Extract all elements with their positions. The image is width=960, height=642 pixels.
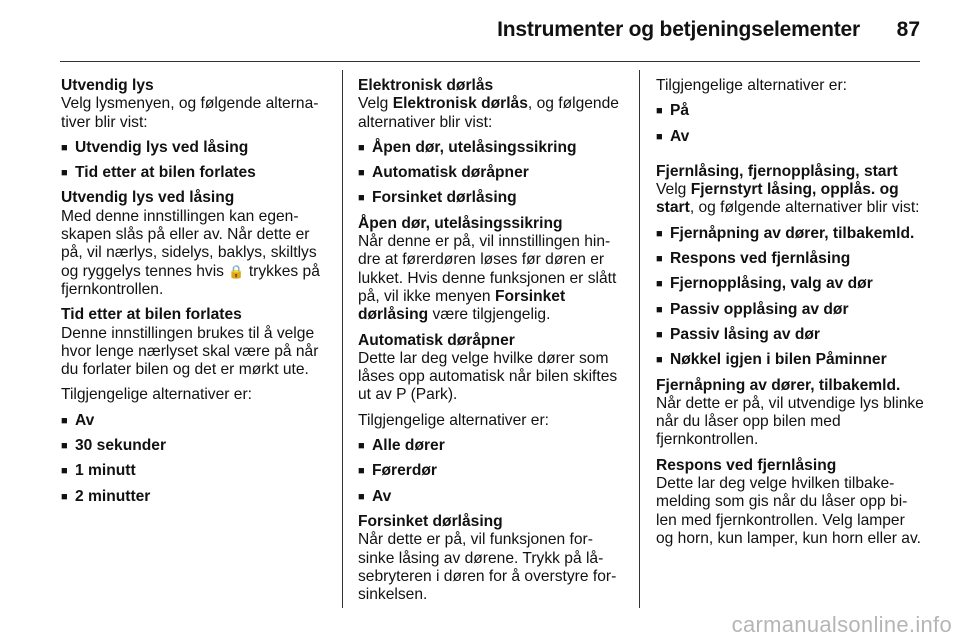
bullet-icon: ■ xyxy=(358,440,365,453)
section-text: Denne innstillingen brukes til å velge hvor lenge nærlyset skal være på når du forlater bilen og det er mørkt ute. xyxy=(61,324,319,379)
column-divider xyxy=(342,70,343,608)
bullet-icon: ■ xyxy=(656,105,663,118)
bullet-icon: ■ xyxy=(61,414,68,427)
bullet-icon: ■ xyxy=(61,465,68,478)
option-label: Av xyxy=(75,411,95,429)
page-number: 87 xyxy=(896,18,920,41)
section-heading: Automatisk døråpner xyxy=(358,331,515,349)
option-item xyxy=(61,164,331,183)
option-item xyxy=(656,128,926,147)
bullet-icon: ■ xyxy=(656,328,663,341)
column-2 xyxy=(358,77,628,611)
option-label: 30 sekunder xyxy=(75,437,167,455)
option-label: Respons ved fjernlåsing xyxy=(670,250,851,268)
bullet-icon: ■ xyxy=(656,253,663,266)
option-label: Alle dører xyxy=(372,437,445,455)
option-item xyxy=(61,412,331,431)
lock-icon: 🔒 xyxy=(228,263,245,279)
option-label: Forsinket dørlåsing xyxy=(372,189,517,207)
options-intro: Tilgjengelige alternativer er: xyxy=(656,77,847,94)
bullet-icon: ■ xyxy=(656,130,663,143)
option-item xyxy=(61,488,331,507)
option-list xyxy=(358,139,628,209)
option-list xyxy=(656,225,926,371)
options-intro: Tilgjengelige alternativer er: xyxy=(358,411,549,429)
option-label: 1 minutt xyxy=(75,462,136,480)
option-item xyxy=(656,301,926,320)
option-item xyxy=(358,462,628,481)
option-list xyxy=(61,139,331,184)
section-text: Velg Fjernstyrt låsing, opplås. og start, og følgende alternativer blir vist: xyxy=(656,181,920,217)
section-text: Når denne er på, vil innstillingen hin-dre at førerdøren løses før døren er lukket. Hvis denne funksjonen er slått på, vil ikke menyen Forsinket dørlåsing være tilgjengelig. xyxy=(358,233,617,324)
section-text: Med denne innstillingen kan egen-skapen slås på eller av. Når dette er på, vil nærlys, sidelys, baklys, skiltlys og ryggelys tennes hvis 🔒 trykkes på fjernkontrollen. xyxy=(61,207,320,298)
option-item xyxy=(656,102,926,121)
section-text: Velg Elektronisk dørlås, og følgende alternativer blir vist: xyxy=(358,95,619,131)
option-item xyxy=(61,437,331,456)
option-label: Fjernopplåsing, valg av dør xyxy=(670,275,873,293)
option-label: 2 minutter xyxy=(75,487,151,505)
option-label: På xyxy=(670,102,690,120)
options-intro: Tilgjengelige alternativer er: xyxy=(61,386,252,404)
option-item xyxy=(358,164,628,183)
option-list xyxy=(656,102,926,147)
option-item xyxy=(656,225,926,244)
section-text: Dette lar deg velge hvilken tilbake-melding som gis når du låser opp bi-len med fjernkontrollen. Velg lamper og horn, kun lamper, kun horn eller av. xyxy=(656,475,921,547)
bullet-icon: ■ xyxy=(358,465,365,478)
section-heading: Utvendig lys ved låsing xyxy=(61,189,235,207)
section-heading: Forsinket dørlåsing xyxy=(358,512,503,530)
option-label: Åpen dør, utelåsingssikring xyxy=(372,138,577,156)
option-item xyxy=(656,275,926,294)
section-heading: Fjernåpning av dører, tilbakemld. xyxy=(656,376,901,394)
option-label: Førerdør xyxy=(372,462,437,480)
page-header xyxy=(0,0,960,62)
option-item xyxy=(61,139,331,158)
option-label: Automatisk døråpner xyxy=(372,164,529,182)
section-heading: Fjernlåsing, fjernopplåsing, start xyxy=(656,162,898,180)
header-rule xyxy=(60,61,920,62)
option-label: Av xyxy=(372,487,392,505)
option-item xyxy=(656,326,926,345)
option-label: Fjernåpning av dører, tilbakemld. xyxy=(670,224,915,242)
option-label: Av xyxy=(670,127,690,145)
bullet-icon: ■ xyxy=(656,227,663,240)
section-heading: Tid etter at bilen forlates xyxy=(61,306,242,324)
option-label: Passiv opplåsing av dør xyxy=(670,300,849,318)
option-item xyxy=(358,139,628,158)
bullet-icon: ■ xyxy=(358,192,365,205)
option-item xyxy=(656,250,926,269)
option-item xyxy=(358,189,628,208)
section-heading: Åpen dør, utelåsingssikring xyxy=(358,214,563,232)
section-text: Velg lysmenyen, og følgende alterna-tiver blir vist: xyxy=(61,95,319,131)
option-list xyxy=(61,412,331,507)
section-text: Når dette er på, vil funksjonen for-sinke låsing av dørene. Trykk på lå-sebryteren i døren for å overstyre for-sinkelsen. xyxy=(358,531,617,604)
section-text: Dette lar deg velge hvilke dører som låses opp automatisk når bilen skiftes ut av P (Park). xyxy=(358,349,618,404)
section-heading: Respons ved fjernlåsing xyxy=(656,456,837,474)
option-item xyxy=(656,351,926,370)
section-heading: Elektronisk dørlås xyxy=(358,77,494,94)
bullet-icon: ■ xyxy=(358,167,365,180)
option-item xyxy=(358,488,628,507)
option-item xyxy=(61,462,331,481)
bullet-icon: ■ xyxy=(61,440,68,453)
bullet-icon: ■ xyxy=(656,354,663,367)
column-3 xyxy=(656,77,926,555)
bullet-icon: ■ xyxy=(656,303,663,316)
page-title: Instrumenter og betjeningselementer xyxy=(497,18,860,41)
spacer xyxy=(656,153,926,163)
section-text: Når dette er på, vil utvendige lys blinke når du låser opp bilen med fjernkontrollen. xyxy=(656,394,924,449)
watermark: carmanualsonline.info xyxy=(731,612,952,637)
column-divider xyxy=(639,70,640,608)
option-label: Passiv låsing av dør xyxy=(670,325,820,343)
bullet-icon: ■ xyxy=(358,141,365,154)
bullet-icon: ■ xyxy=(61,490,68,503)
column-1 xyxy=(61,77,331,513)
option-list xyxy=(358,437,628,507)
option-label: Nøkkel igjen i bilen Påminner xyxy=(670,351,887,369)
bullet-icon: ■ xyxy=(61,167,68,180)
bullet-icon: ■ xyxy=(61,141,68,154)
section-heading: Utvendig lys xyxy=(61,77,154,94)
option-label: Utvendig lys ved låsing xyxy=(75,138,249,156)
bullet-icon: ■ xyxy=(656,278,663,291)
option-label: Tid etter at bilen forlates xyxy=(75,164,256,182)
bullet-icon: ■ xyxy=(358,490,365,503)
option-item xyxy=(358,437,628,456)
